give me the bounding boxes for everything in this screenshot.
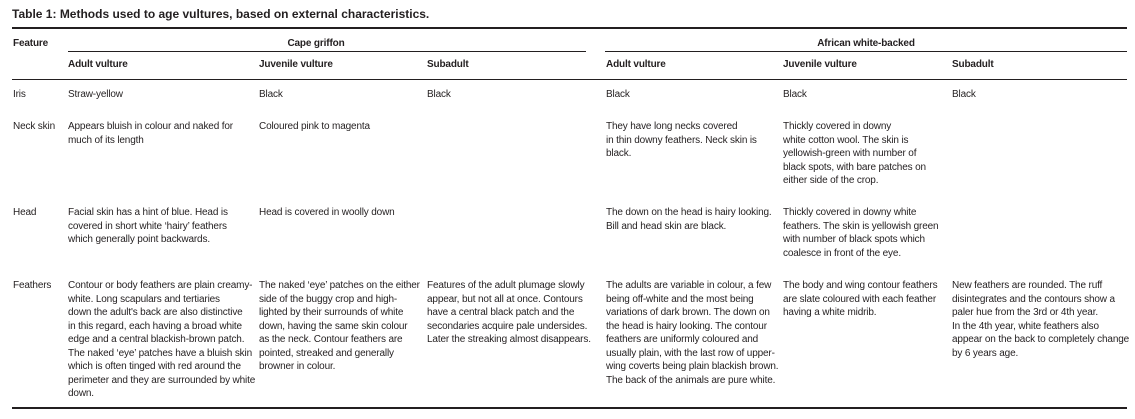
table-cell: Thickly covered in downy white cotton wool. The skin is yellowish-green with number of black spots, with bare patches on either side of the crop.	[783, 121, 926, 186]
table-cell: Contour or body feathers are plain creamy- white. Long scapulars and tertiaries down the adult's back are also distinctive in this regard, each having a broad white edge and a central blackish-brown patch. The naked ‘eye’ patches have a bluish skin which is often tinged with red around the perimeter and they are surrounded by white down.	[68, 280, 256, 399]
table-bottom-rule	[12, 407, 1127, 409]
group-rule-cape-griffon	[68, 51, 586, 52]
table-cell: The body and wing contour feathers are slate coloured with each feather having a white midrib.	[783, 280, 938, 318]
table-row-label: Feathers	[13, 280, 52, 291]
table-cell: Black	[427, 89, 451, 100]
table-row-label: Iris	[13, 89, 26, 100]
feature-column-header: Feature	[13, 38, 49, 49]
table-cell: Head is covered in woolly down	[259, 207, 395, 218]
table-cell: Coloured pink to magenta	[259, 121, 370, 132]
subheader-awb-subadult: Subadult	[952, 59, 994, 70]
table-cell: They have long necks covered in thin downy feathers. Neck skin is black.	[606, 121, 757, 159]
table-cell: Black	[952, 89, 976, 100]
table-cell: Features of the adult plumage slowly appear, but not all at once. Contours have a central black patch and the secondaries acquire pale undersides. Later the streaking almost disappears.	[427, 280, 591, 345]
table-cell: The adults are variable in colour, a few being off-white and the most being variations of dark brown. The down on the head is hairy looking. The contour feathers are uniformly coloured and usually plain, with the last row of upper- wing coverts being plain blackish brown. The back of the animals are pure white.	[606, 280, 779, 386]
subheader-awb-adult: Adult vulture	[606, 59, 666, 70]
table-title: Methods used to age vultures, based on external characteristics.	[59, 7, 430, 21]
table-cell: Appears bluish in colour and naked for much of its length	[68, 121, 233, 146]
table-cell: The naked ‘eye’ patches on the either side of the buggy crop and high- lighted by their surrounds of white down, having the same skin colour as the neck. Contour feathers are pointed, streaked and generally browner in colour.	[259, 280, 420, 372]
table-cell: Facial skin has a hint of blue. Head is covered in short white ‘hairy’ feathers which generally point backwards.	[68, 207, 228, 245]
table-caption	[12, 6, 429, 22]
table-cell: Straw-yellow	[68, 89, 123, 100]
subheader-awb-juvenile: Juvenile vulture	[783, 59, 857, 70]
table-cell: Black	[606, 89, 630, 100]
group-header-african-white-backed: African white-backed	[817, 38, 915, 49]
table-row-label: Neck skin	[13, 121, 55, 132]
subheader-cape-adult: Adult vulture	[68, 59, 128, 70]
group-rule-african-white-backed	[605, 51, 1127, 52]
table-cell: Black	[783, 89, 807, 100]
subheader-cape-juvenile: Juvenile vulture	[259, 59, 333, 70]
table-cell: New feathers are rounded. The ruff disintegrates and the contours show a paler hue from the 3rd or 4th year. In the 4th year, white feathers also appear on the back to completely change by 6 years age.	[952, 280, 1130, 359]
table-cell: Thickly covered in downy white feathers. The skin is yellowish green with number of black spots which coalesce in front of the eye.	[783, 207, 939, 259]
table-cell: Black	[259, 89, 283, 100]
table-top-rule	[12, 27, 1127, 29]
header-bottom-rule	[12, 79, 1127, 80]
table-number: Table 1:	[12, 7, 57, 21]
group-header-cape-griffon: Cape griffon	[287, 38, 345, 49]
subheader-cape-subadult: Subadult	[427, 59, 469, 70]
table-row-label: Head	[13, 207, 37, 218]
table-cell: The down on the head is hairy looking. Bill and head skin are black.	[606, 207, 772, 232]
